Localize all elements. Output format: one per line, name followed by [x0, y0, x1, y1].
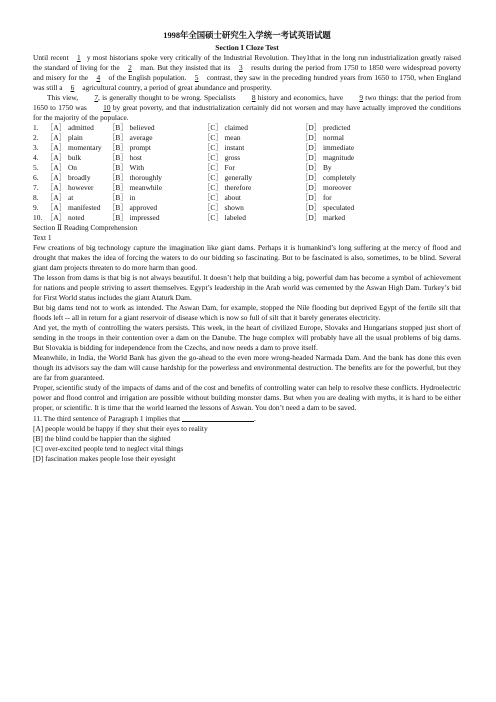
cloze-choices — [33, 123, 461, 223]
cloze-blank-10[interactable]: 10 — [103, 103, 111, 112]
option-c[interactable]: ［C］ about — [203, 193, 241, 202]
reading-article — [33, 243, 461, 413]
choice-number: 2. — [33, 133, 39, 142]
option-c[interactable]: ［C］ therefore — [203, 183, 252, 192]
cloze-blank-8[interactable]: 8 — [251, 93, 256, 102]
article-paragraph: And yet, the myth of controlling the waters persists. This week, in the heart of civilized Europe, Slovaks and Hungarians stopped just short of sending in the troops in their contention over a dam on the Danube. The huge complex will probably have all the usual problems of big dams. But Slovakia is bidding for independence from the Czechs, and now needs a dam to prove itself. — [33, 323, 461, 352]
cloze-text: Until recent — [33, 53, 71, 62]
option-a[interactable]: ［A］ plain — [46, 133, 83, 142]
cloze-paragraph-1 — [33, 53, 461, 93]
cloze-text: of the English population. — [106, 73, 189, 82]
choice-row — [33, 173, 461, 183]
option-b[interactable]: ［B］ impressed — [108, 213, 160, 222]
question-stem-text: 11. The third sentence of Paragraph 1 implies that — [33, 414, 181, 423]
option-d[interactable]: ［D］ By — [301, 163, 332, 172]
choice-number: 6. — [33, 173, 39, 182]
option-a[interactable]: ［A］ On — [46, 163, 77, 172]
option-a[interactable]: ［A］ noted — [46, 213, 85, 222]
option-b[interactable]: ［B］ host — [108, 153, 142, 162]
choice-row — [33, 163, 461, 173]
article-paragraph: Proper, scientific study of the impacts of dams and of the cost and benefits of controlling water can help to resolve these conflicts. Hydroelectric power and flood control and irrigation are possible without building monster dams. But when you are dealing with myths, it is hard to be either proper, or scientific. It is time that the world learned the lessons of Aswan. You don’t need a dam to be saved. — [33, 383, 461, 412]
cloze-passage — [33, 53, 461, 123]
option-a[interactable]: ［A］ broadly — [46, 173, 91, 182]
choice-number: 3. — [33, 143, 39, 152]
question-option[interactable]: [B] the blind could be happier than the sighted — [33, 434, 171, 443]
choice-number: 10. — [33, 213, 43, 222]
option-a[interactable]: ［A］ momentary — [46, 143, 102, 152]
cloze-text: history and economics, have — [255, 93, 346, 102]
cloze-text: man. But they insisted that its — [138, 63, 233, 72]
option-d[interactable]: ［D］ predicted — [301, 123, 351, 132]
cloze-text: two things: that the period from 1650 to 1750 was — [33, 93, 461, 112]
choice-row — [33, 143, 461, 153]
cloze-blank-4[interactable]: 4 — [96, 73, 101, 82]
option-a[interactable]: ［A］ manifested — [46, 203, 101, 212]
article-paragraph: Meanwhile, in India, the World Bank has given the go-ahead to the even more wrong-headed Narmada Dam. And the bank has done this even though its advisors say the dam will cause hardship for the powerless and environmental destruction. The benefits are for the powerful, but they are far from guaranteed. — [33, 353, 461, 382]
option-b[interactable]: ［B］ meanwhile — [108, 183, 162, 192]
choice-number: 7. — [33, 183, 39, 192]
choice-row — [33, 123, 461, 133]
option-d[interactable]: ［D］ magnitude — [301, 153, 355, 162]
option-c[interactable]: ［C］ shown — [203, 203, 244, 212]
option-b[interactable]: ［B］ in — [108, 193, 136, 202]
option-a[interactable]: ［A］ however — [46, 183, 94, 192]
cloze-text: y most historians spoke very critically of the Industrial Revolution. They1that in the long run industrialization greatly raised the standard of living for the — [33, 53, 461, 72]
option-d[interactable]: ［D］ normal — [301, 133, 344, 142]
choice-number: 4. — [33, 153, 39, 162]
cloze-text: agricultural country, a period of great abundance and prosperity. — [80, 83, 272, 92]
choice-number: 8. — [33, 193, 39, 202]
choice-number: 9. — [33, 203, 39, 212]
choice-row — [33, 203, 461, 213]
option-c[interactable]: ［C］ mean — [203, 133, 241, 142]
question-stem — [33, 413, 461, 424]
option-c[interactable]: ［C］ For — [203, 163, 235, 172]
cloze-paragraph-2 — [33, 93, 461, 123]
option-a[interactable]: ［A］ at — [46, 193, 74, 202]
option-c[interactable]: ［C］ labeled — [203, 213, 246, 222]
option-c[interactable]: ［C］ instant — [203, 143, 245, 152]
cloze-blank-9[interactable]: 9 — [359, 93, 364, 102]
option-b[interactable]: ［B］ average — [108, 133, 153, 142]
option-d[interactable]: ［D］ speculated — [301, 203, 355, 212]
option-d[interactable]: ［D］ marked — [301, 213, 346, 222]
cloze-blank-1[interactable]: 1 — [76, 53, 81, 62]
option-c[interactable]: ［C］ gross — [203, 153, 241, 162]
choice-number: 1. — [33, 123, 39, 132]
choice-row — [33, 193, 461, 203]
section-1-title: Section I Cloze Test — [215, 43, 279, 52]
cloze-text: results during the period from 1750 to 1850 were widespread poverty and misery for the — [33, 63, 462, 82]
article-paragraph: But big dams tend not to work as intended. The Aswan Dam, for example, stopped the Nile flooding but deprived Egypt of the fertile silt that floods left -- all in return for a giant reservoir of disease which is now so full of silt that it barely generates electricity. — [33, 303, 461, 322]
question-option[interactable]: [A] people would be happy if they shut their eyes to reality — [33, 424, 208, 433]
choice-row — [33, 133, 461, 143]
cloze-text: contrast, they saw in the preceding hundred years from 1650 to 1750, when England was still a — [33, 73, 462, 92]
cloze-blank-2[interactable]: 2 — [128, 63, 132, 72]
exam-title: 1998年全国硕士研究生入学统一考试英语试题 — [163, 31, 331, 40]
option-a[interactable]: ［A］ bulk — [46, 153, 82, 162]
option-a[interactable]: ［A］ admitted — [46, 123, 94, 132]
cloze-blank-7[interactable]: 7 — [94, 93, 99, 102]
cloze-blank-6[interactable]: 6 — [70, 83, 75, 92]
cloze-text: , is generally thought to be wrong. Specialists — [98, 93, 238, 102]
article-paragraph: Few creations of big technology capture the imagination like giant dams. Perhaps it is humankind’s long suffering at the mercy of flood and drought that makes the idea of forcing the waters to do our bidding so fascinating. But to be fascinated is also, sometimes, to be blind. Several giant dam projects threaten to do more harm than good. — [33, 243, 461, 272]
section-2-heading: Section Ⅱ Reading Comprehension — [33, 223, 138, 232]
question-options — [33, 424, 461, 464]
cloze-blank-5[interactable]: 5 — [194, 73, 199, 82]
cloze-text: by great poverty, and that industrialization certainly did not worsen and may have actually improved the conditions for the majority of the populace. — [33, 103, 461, 122]
question-block — [33, 413, 461, 464]
option-b[interactable]: ［B］ believed — [108, 123, 155, 132]
option-d[interactable]: ［D］ immediate — [301, 143, 355, 152]
option-d[interactable]: ［D］ moreover — [301, 183, 352, 192]
article-paragraph: The lesson from dams is that big is not always beautiful. It doesn’t help that building a big, powerful dam has become a symbol of achievement for nations and people striving to assert themselves. Egypt’s leadership in the Arab world was cemented by the Aswan High Dam. Turkey’s bid for First World status includes the giant Ataturk Dam. — [33, 273, 461, 302]
option-b[interactable]: ［B］ prompt — [108, 143, 151, 152]
choice-row — [33, 213, 461, 223]
question-option[interactable]: [C] over-excited people tend to neglect vital things — [33, 444, 184, 453]
cloze-blank-3[interactable]: 3 — [238, 63, 243, 72]
stem-period: . — [254, 414, 256, 423]
choice-row — [33, 153, 461, 163]
choice-row — [33, 183, 461, 193]
option-b[interactable]: ［B］ With — [108, 163, 145, 172]
option-c[interactable]: ［C］ claimed — [203, 123, 248, 132]
option-b[interactable]: ［B］ thoroughly — [108, 173, 162, 182]
answer-blank — [182, 413, 254, 422]
option-c[interactable]: ［C］ generally — [203, 173, 253, 182]
option-b[interactable]: ［B］ approved — [108, 203, 158, 212]
text-label: Text 1 — [33, 233, 52, 242]
cloze-text: This view, — [47, 93, 81, 102]
option-d[interactable]: ［D］ completely — [301, 173, 356, 182]
question-option[interactable]: [D] fascination makes people lose their eyesight — [33, 454, 176, 463]
choice-number: 5. — [33, 163, 39, 172]
option-d[interactable]: ［D］ for — [301, 193, 332, 202]
